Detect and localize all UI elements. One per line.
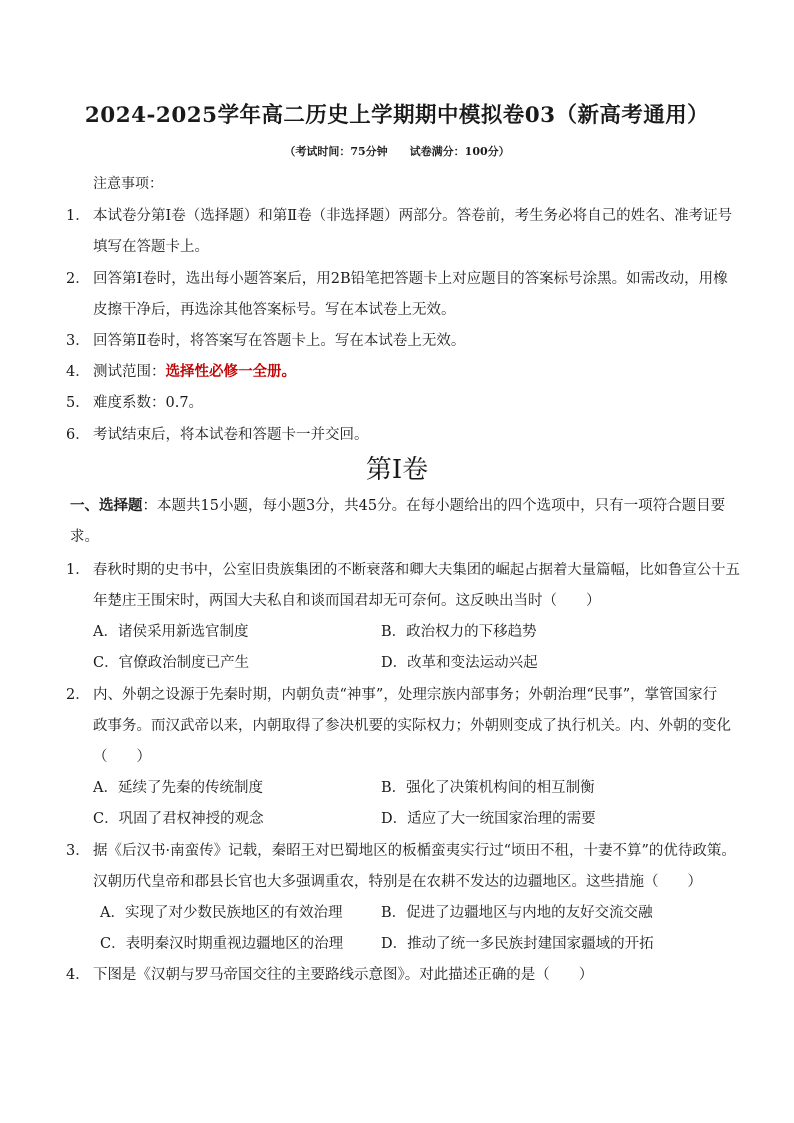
note-text: 回答第Ⅱ卷时，将答案写在答题卡上。写在本试卷上无效。 xyxy=(93,333,466,349)
note-number: 3． xyxy=(66,333,90,349)
note-number: 5． xyxy=(66,395,90,411)
question-text: 汉朝历代皇帝和郡县长官也大多强调重农，特别是在农耕不发达的边疆地区。这些措施（ ） xyxy=(93,874,702,890)
option-b[interactable]: B．促进了边疆地区与内地的友好交流交融 xyxy=(381,905,653,921)
question-text: （ ） xyxy=(93,749,151,765)
note-number: 1． xyxy=(66,208,90,224)
section-instruction-cont: 求。 xyxy=(70,529,99,545)
option-d[interactable]: D．推动了统一多民族封建国家疆域的开拓 xyxy=(381,936,654,952)
option-c[interactable]: C．巩固了君权神授的观念 xyxy=(93,811,264,827)
option-b[interactable]: B．强化了决策机构间的相互制衡 xyxy=(381,780,595,796)
scope-highlight: 选择性必修一全册。 xyxy=(165,363,296,380)
notes-heading: 注意事项： xyxy=(93,176,163,192)
note-text: 考试结束后，将本试卷和答题卡一并交回。 xyxy=(93,427,369,443)
exam-title: 2024-2025学年高二历史上学期期中模拟卷03（新高考通用） xyxy=(84,103,710,128)
option-d[interactable]: D．适应了大一统国家治理的需要 xyxy=(381,811,596,827)
section-text: ：本题共15小题，每小题3分，共45分。在每小题给出的四个选项中，只有一项符合题目要 xyxy=(142,498,726,514)
question-text: 春秋时期的史书中，公室旧贵族集团的不断衰落和卿大夫集团的崛起占据着大量篇幅，比如鲁宣公十五 xyxy=(93,562,740,578)
note-number: 2． xyxy=(66,271,90,287)
note-text: 回答第Ⅰ卷时，选出每小题答案后，用2B铅笔把答题卡上对应题目的答案标号涂黑。如需改动，用橡 xyxy=(93,271,728,287)
option-c[interactable]: C．表明秦汉时期重视边疆地区的治理 xyxy=(100,936,344,952)
option-d[interactable]: D．改革和变法运动兴起 xyxy=(381,655,538,671)
scope-label: 测试范围： xyxy=(93,364,166,380)
note-number: 6． xyxy=(66,427,90,443)
note-text xyxy=(93,362,296,382)
section-label: 一、选择题 xyxy=(70,497,143,514)
question-number: 2． xyxy=(66,687,90,703)
note-text: 难度系数：0.7。 xyxy=(93,395,204,411)
note-text: 皮擦干净后，再选涂其他答案标号。写在本试卷上无效。 xyxy=(93,302,456,318)
option-a[interactable]: A．延续了先秦的传统制度 xyxy=(93,780,263,796)
option-b[interactable]: B．政治权力的下移趋势 xyxy=(381,624,537,640)
question-number: 4． xyxy=(66,967,90,983)
question-text: 内、外朝之设源于先秦时期，内朝负责“神事”，处理宗族内部事务；外朝治理“民事”，掌管国家行 xyxy=(93,687,718,703)
question-number: 1． xyxy=(66,562,90,578)
option-a[interactable]: A．诸侯采用新选官制度 xyxy=(93,624,249,640)
question-text: 下图是《汉朝与罗马帝国交往的主要路线示意图》。对此描述正确的是（ ） xyxy=(93,967,594,983)
volume-title: 第Ⅰ卷 xyxy=(365,455,429,485)
exam-subtitle: （考试时间：75分钟 试卷满分：100分） xyxy=(284,145,510,158)
question-number: 3． xyxy=(66,843,90,859)
question-text: 据《后汉书·南蛮传》记载，秦昭王对巴蜀地区的板楯蛮夷实行过“顷田不租，十妻不算”的优待政策。 xyxy=(93,843,736,859)
option-a[interactable]: A．实现了对少数民族地区的有效治理 xyxy=(100,905,343,921)
question-text: 年楚庄王围宋时，两国大夫私自和谈而国君却无可奈何。这反映出当时（ ） xyxy=(93,593,601,609)
note-text: 填写在答题卡上。 xyxy=(93,239,209,255)
section-instruction xyxy=(70,496,725,516)
option-c[interactable]: C．官僚政治制度已产生 xyxy=(93,655,250,671)
note-number: 4． xyxy=(66,364,90,380)
note-text: 本试卷分第Ⅰ卷（选择题）和第Ⅱ卷（非选择题）两部分。答卷前，考生务必将自己的姓名、准考证号 xyxy=(93,208,733,224)
question-text: 政事务。而汉武帝以来，内朝取得了参决机要的实际权力；外朝则变成了执行机关。内、外朝的变化 xyxy=(93,718,731,734)
